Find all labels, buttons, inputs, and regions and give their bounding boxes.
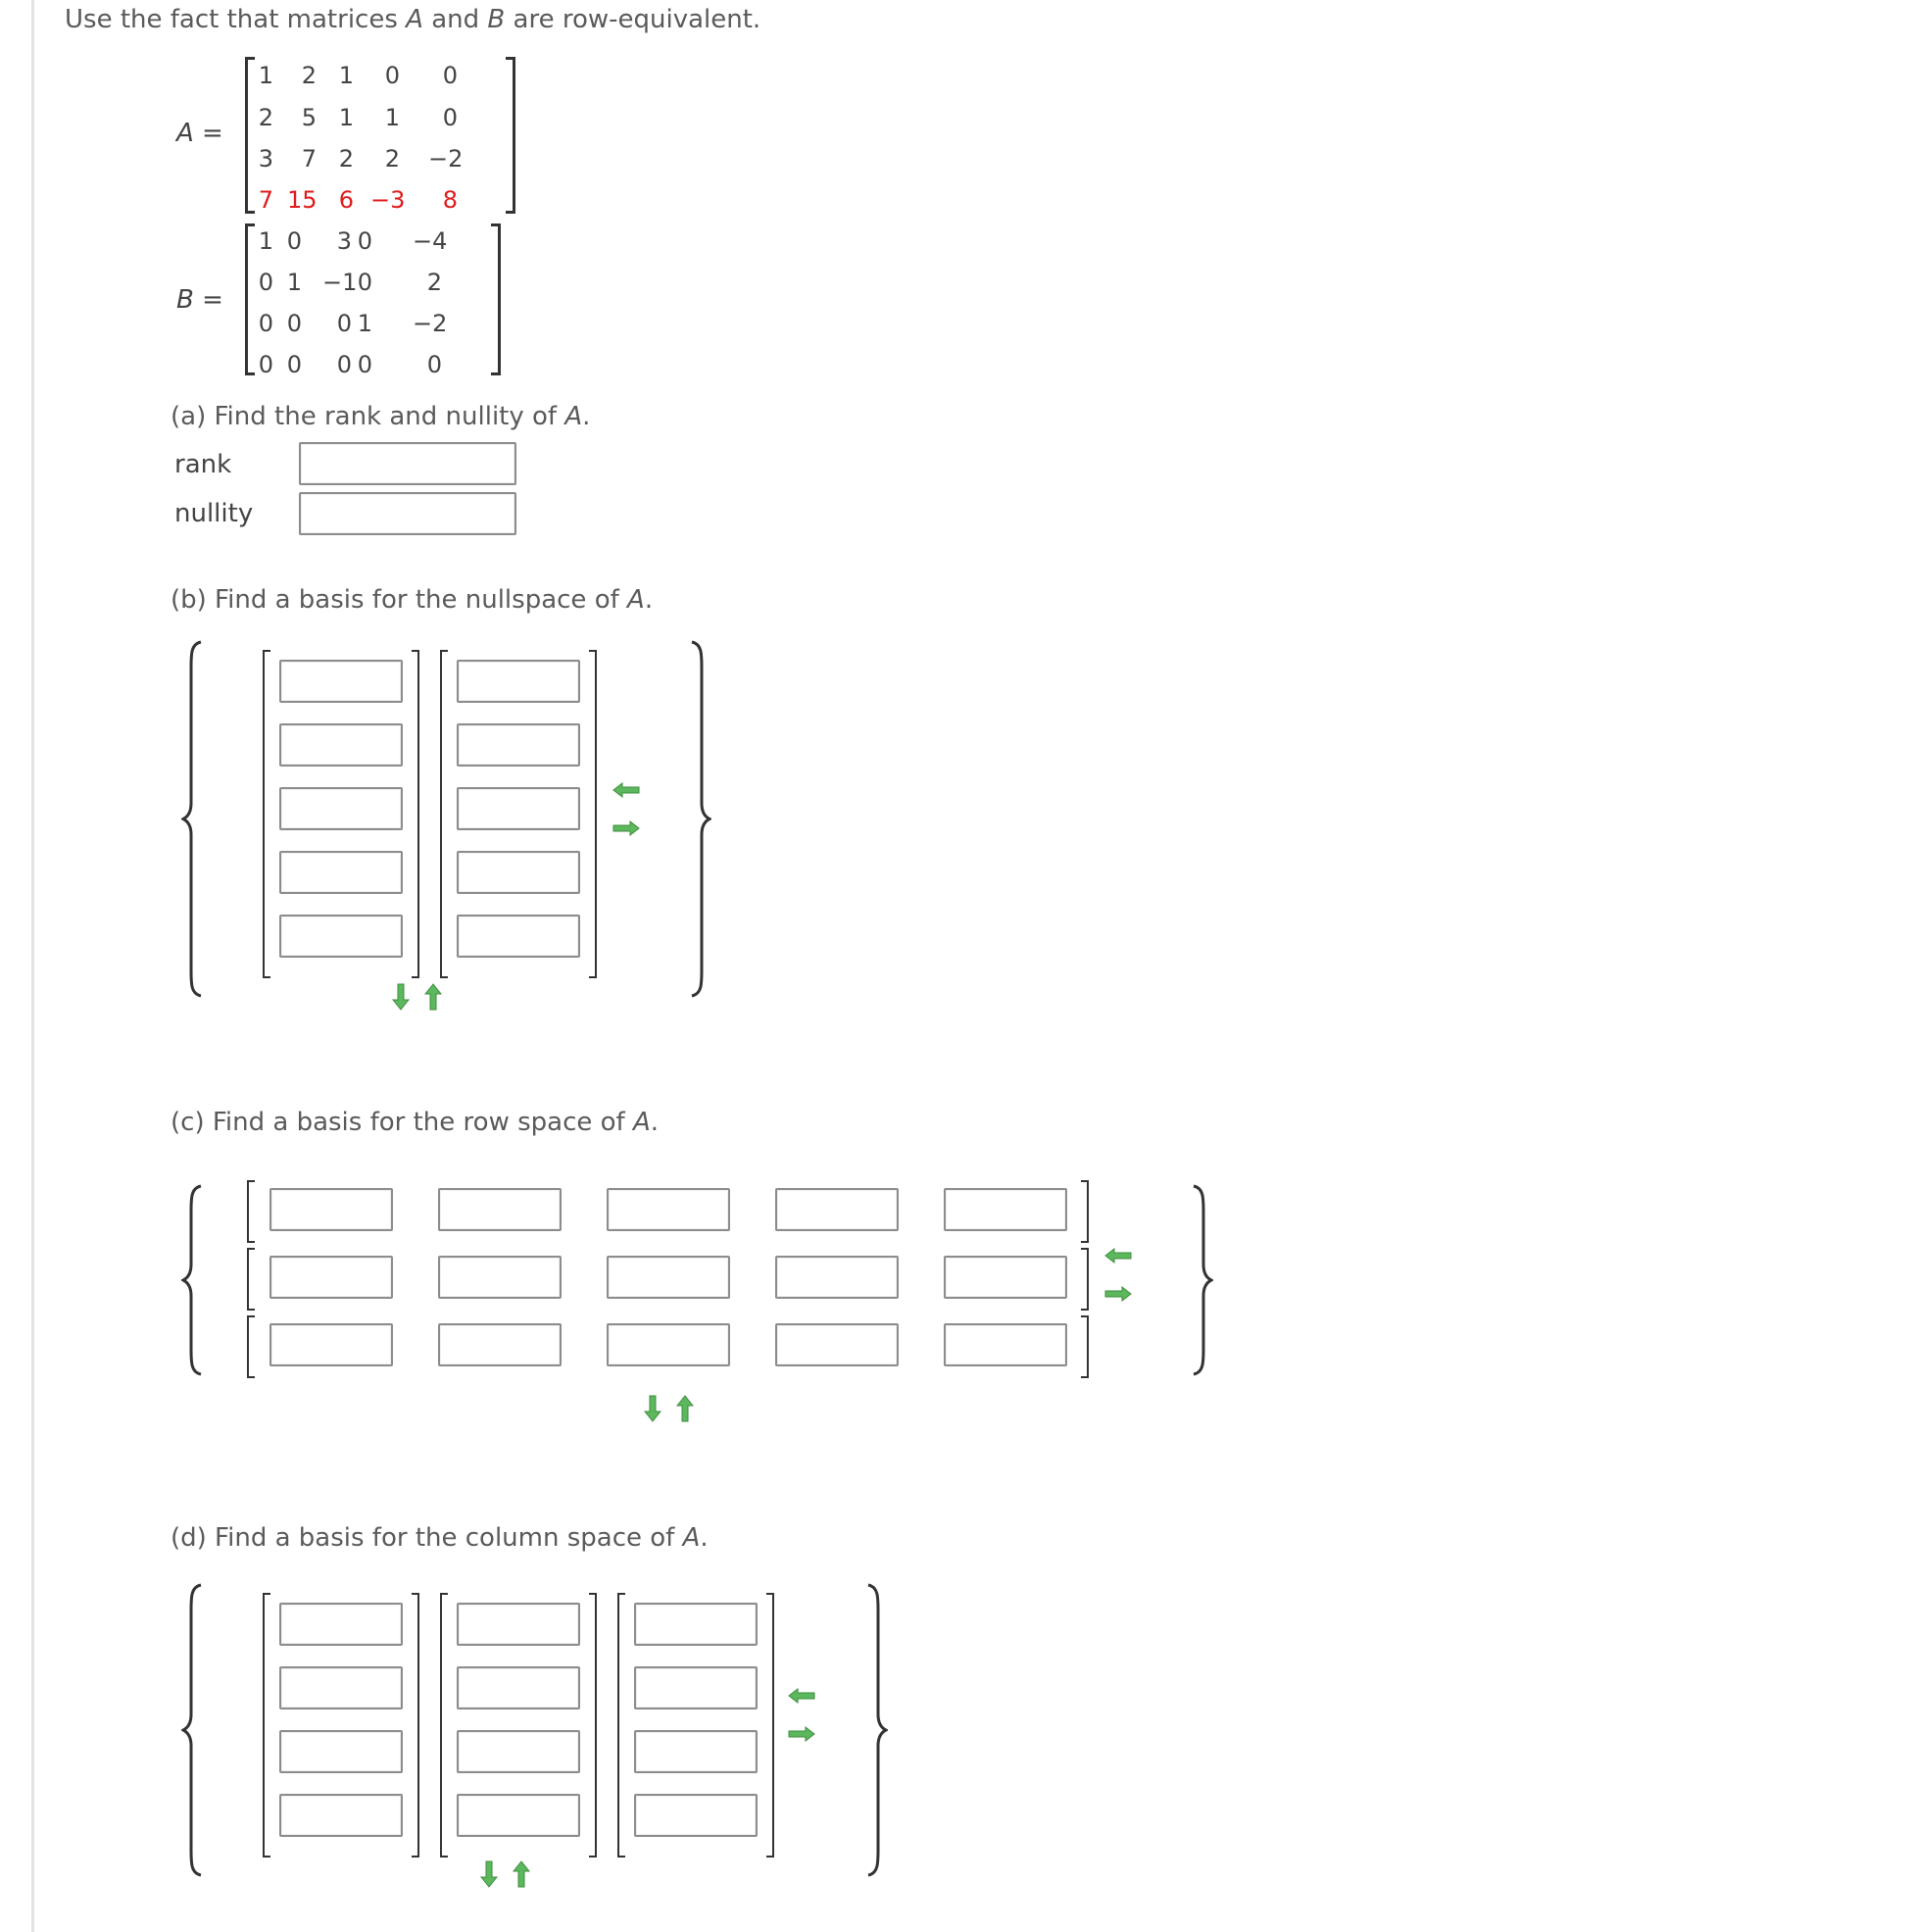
rank-label: rank (174, 450, 232, 479)
matrix-cell: 3 (336, 227, 352, 255)
matrix-cell: 2 (426, 269, 442, 296)
part-a-period: . (582, 402, 591, 431)
matrix-cell: 1 (338, 62, 354, 89)
matrix-cell: 0 (286, 310, 302, 337)
matrix-cell: 8 (442, 186, 458, 214)
row-vector-1-entry-2-input[interactable] (438, 1188, 562, 1231)
matrix-cell: 0 (442, 104, 458, 131)
part-b-question (171, 585, 653, 615)
vector-3-entry-1-input[interactable] (634, 1603, 758, 1646)
matrix-cell: 0 (357, 351, 372, 378)
vector-2-entry-3-input[interactable] (457, 787, 580, 830)
arrow-down-icon[interactable] (644, 1395, 661, 1422)
intro-text-and: and (422, 5, 488, 34)
problem-intro (65, 5, 760, 34)
part-c-question (171, 1108, 659, 1137)
nullity-input[interactable] (299, 492, 516, 535)
left-brace (181, 1583, 207, 1877)
vector-2-entry-2-input[interactable] (457, 1666, 580, 1709)
part-b-text: (b) Find a basis for the nullspace of (171, 585, 628, 615)
vector-2-entry-4-input[interactable] (457, 1794, 580, 1837)
matrix-cell: 7 (301, 145, 317, 173)
matrix-a (245, 57, 515, 214)
matrix-cell: 0 (384, 62, 400, 89)
arrow-down-icon[interactable] (392, 983, 410, 1011)
row-vector-3-entry-1-input[interactable] (269, 1323, 393, 1366)
matrix-cell: 5 (301, 104, 317, 131)
part-b-var: A (627, 585, 645, 615)
matrix-cell: 1 (384, 104, 400, 131)
matrix-cell: 2 (384, 145, 400, 173)
matrix-cell: 0 (336, 351, 352, 378)
matrix-cell: 3 (258, 145, 273, 173)
rank-input[interactable] (299, 442, 516, 485)
arrow-right-icon[interactable] (788, 1726, 815, 1742)
intro-text-end: are row-equivalent. (505, 5, 761, 34)
left-brace (181, 1184, 207, 1376)
arrow-up-icon[interactable] (676, 1395, 694, 1422)
matrix-cell: 1 (258, 62, 273, 89)
right-brace (686, 640, 711, 998)
vector-1-entry-5-input[interactable] (279, 915, 403, 958)
matrix-b-label: B = (176, 285, 223, 315)
matrix-cell: −4 (413, 227, 448, 255)
vector-2-entry-3-input[interactable] (457, 1730, 580, 1773)
matrix-cell: 0 (442, 62, 458, 89)
row-vector-3-entry-5-input[interactable] (944, 1323, 1067, 1366)
part-d-period: . (700, 1523, 709, 1553)
vector-2-entry-2-input[interactable] (457, 723, 580, 767)
row-vector-3-entry-3-input[interactable] (607, 1323, 730, 1366)
row-vector-1-entry-3-input[interactable] (607, 1188, 730, 1231)
row-vector-3-entry-4-input[interactable] (775, 1323, 899, 1366)
vector-1-entry-4-input[interactable] (279, 1794, 403, 1837)
right-brace (1188, 1184, 1213, 1376)
arrow-left-icon[interactable] (612, 782, 640, 798)
part-c-period: . (650, 1108, 660, 1137)
matrix-cell: 6 (338, 186, 354, 214)
matrix-cell: 0 (258, 269, 273, 296)
matrix-cell: −1 (322, 269, 358, 296)
part-d-var: A (682, 1523, 701, 1553)
part-c-var: A (632, 1108, 651, 1137)
row-vector-2-entry-4-input[interactable] (775, 1256, 899, 1299)
matrix-b (245, 223, 501, 378)
vector-1-entry-3-input[interactable] (279, 1730, 403, 1773)
row-vector-2-entry-5-input[interactable] (944, 1256, 1067, 1299)
part-d-text: (d) Find a basis for the column space of (171, 1523, 683, 1553)
matrix-cell: 2 (258, 104, 273, 131)
matrix-cell: 0 (258, 310, 273, 337)
vector-2-entry-1-input[interactable] (457, 660, 580, 703)
part-b-period: . (644, 585, 654, 615)
matrix-cell: 2 (338, 145, 354, 173)
matrix-cell: 0 (357, 269, 372, 296)
row-vector-2-entry-3-input[interactable] (607, 1256, 730, 1299)
vector-2-entry-4-input[interactable] (457, 851, 580, 894)
arrow-left-icon[interactable] (788, 1688, 815, 1704)
part-d-question (171, 1523, 709, 1553)
row-vector-3-entry-2-input[interactable] (438, 1323, 562, 1366)
vector-3-entry-2-input[interactable] (634, 1666, 758, 1709)
vector-1-entry-3-input[interactable] (279, 787, 403, 830)
matrix-cell: 0 (357, 227, 372, 255)
part-a-var: A (564, 402, 583, 431)
vector-1-entry-1-input[interactable] (279, 660, 403, 703)
arrow-up-icon[interactable] (513, 1860, 530, 1888)
intro-text: Use the fact that matrices (65, 5, 407, 34)
nullity-label: nullity (174, 499, 254, 528)
matrix-cell: 0 (286, 227, 302, 255)
arrow-left-icon[interactable] (1104, 1248, 1132, 1263)
part-a-text: (a) Find the rank and nullity of (171, 402, 565, 431)
matrix-cell: 1 (286, 269, 302, 296)
part-a-question (171, 402, 590, 431)
vector-1-entry-4-input[interactable] (279, 851, 403, 894)
matrix-cell: 1 (258, 227, 273, 255)
matrix-cell: 0 (286, 351, 302, 378)
matrix-cell: 0 (258, 351, 273, 378)
matrix-cell: 2 (301, 62, 317, 89)
matrix-cell: 0 (426, 351, 442, 378)
vector-3-entry-3-input[interactable] (634, 1730, 758, 1773)
matrix-cell: −2 (428, 145, 464, 173)
matrix-cell: 1 (338, 104, 354, 131)
right-brace (862, 1583, 888, 1877)
vector-2-entry-1-input[interactable] (457, 1603, 580, 1646)
row-vector-1-entry-5-input[interactable] (944, 1188, 1067, 1231)
matrix-a-label: A = (176, 119, 223, 148)
intro-var-b: B (487, 5, 506, 34)
vector-3-entry-4-input[interactable] (634, 1794, 758, 1837)
vector-1-entry-2-input[interactable] (279, 723, 403, 767)
matrix-cell: −3 (370, 186, 406, 214)
matrix-cell: 15 (287, 186, 318, 214)
arrow-down-icon[interactable] (480, 1860, 498, 1888)
part-c-text: (c) Find a basis for the row space of (171, 1108, 633, 1137)
arrow-right-icon[interactable] (612, 820, 640, 836)
matrix-cell: −2 (413, 310, 448, 337)
matrix-cell: 0 (336, 310, 352, 337)
left-margin-line (31, 0, 34, 1932)
vector-1-entry-1-input[interactable] (279, 1603, 403, 1646)
row-vector-2-entry-2-input[interactable] (438, 1256, 562, 1299)
vector-1-entry-2-input[interactable] (279, 1666, 403, 1709)
row-vector-1-entry-1-input[interactable] (269, 1188, 393, 1231)
left-brace (181, 640, 207, 998)
matrix-cell: 1 (357, 310, 372, 337)
arrow-up-icon[interactable] (424, 983, 442, 1011)
vector-2-entry-5-input[interactable] (457, 915, 580, 958)
intro-var-a: A (406, 5, 423, 34)
arrow-right-icon[interactable] (1104, 1286, 1132, 1302)
row-vector-1-entry-4-input[interactable] (775, 1188, 899, 1231)
matrix-cell: 7 (258, 186, 273, 214)
row-vector-2-entry-1-input[interactable] (269, 1256, 393, 1299)
